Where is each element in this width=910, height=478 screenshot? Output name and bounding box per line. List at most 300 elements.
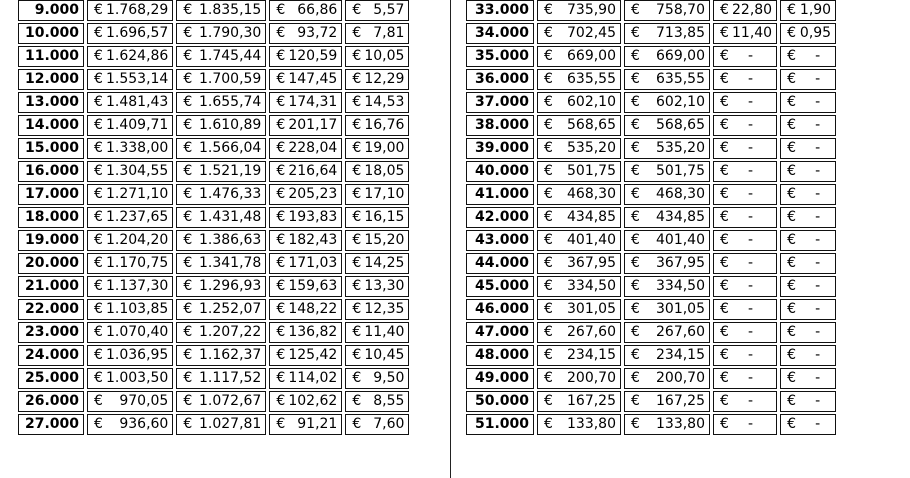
amount-cell-c <box>269 23 342 44</box>
km-cell: 25.000 <box>18 368 84 389</box>
euro-sign: € <box>631 278 640 294</box>
amount-cell-b <box>624 0 710 21</box>
amount-value: 8,55 <box>373 393 405 409</box>
amount-value: 7,60 <box>373 416 405 432</box>
amount-value: 12,29 <box>364 71 405 87</box>
amount-cell-c <box>269 253 342 274</box>
amount-cell-d <box>780 23 836 44</box>
amount-value: 228,04 <box>288 140 338 156</box>
euro-sign: € <box>720 94 729 110</box>
amount-value: - <box>815 163 821 179</box>
amount-cell-a <box>87 161 173 182</box>
amount-cell-c <box>713 46 777 67</box>
euro-sign: € <box>276 278 286 294</box>
euro-sign: € <box>183 232 193 248</box>
amount-value: 133,80 <box>567 416 616 432</box>
amount-value: 200,70 <box>656 370 705 386</box>
amount-cell-c <box>713 207 777 228</box>
km-cell: 13.000 <box>18 92 84 113</box>
amount-value: 267,60 <box>656 324 705 340</box>
euro-sign: € <box>544 370 553 386</box>
km-cell: 9.000 <box>18 0 84 21</box>
amount-cell-a <box>537 92 621 113</box>
amount-cell-c <box>713 184 777 205</box>
euro-sign: € <box>787 301 797 317</box>
table-row <box>18 184 409 205</box>
euro-sign: € <box>544 393 553 409</box>
amount-value: 167,25 <box>656 393 705 409</box>
euro-sign: € <box>94 347 103 363</box>
amount-value: 1.296,93 <box>199 278 262 294</box>
amount-cell-b <box>624 92 710 113</box>
amount-cell-d <box>780 414 836 435</box>
amount-cell-c <box>713 161 777 182</box>
amount-value: - <box>748 278 754 294</box>
amount-cell-c <box>713 368 777 389</box>
amount-value: 1.409,71 <box>106 117 169 133</box>
amount-value: 501,75 <box>567 163 616 179</box>
amount-cell-a <box>537 368 621 389</box>
amount-value: 735,90 <box>567 2 616 18</box>
table-row <box>466 23 836 44</box>
euro-sign: € <box>94 25 103 41</box>
amount-value: 93,72 <box>297 25 338 41</box>
amount-cell-c <box>269 92 342 113</box>
euro-sign: € <box>787 255 797 271</box>
amount-value: 401,40 <box>656 232 705 248</box>
km-cell: 16.000 <box>18 161 84 182</box>
euro-sign: € <box>352 278 362 294</box>
amount-value: 1.137,30 <box>106 278 169 294</box>
amount-value: 401,40 <box>567 232 616 248</box>
amount-cell-c <box>713 276 777 297</box>
amount-value: 1.072,67 <box>199 393 262 409</box>
amount-cell-b <box>176 391 266 412</box>
euro-sign: € <box>787 25 797 41</box>
table-row <box>466 230 836 251</box>
euro-sign: € <box>352 186 362 202</box>
euro-sign: € <box>183 25 193 41</box>
euro-sign: € <box>94 186 103 202</box>
euro-sign: € <box>183 209 193 225</box>
amount-value: - <box>815 416 821 432</box>
euro-sign: € <box>352 347 362 363</box>
euro-sign: € <box>183 163 193 179</box>
euro-sign: € <box>720 48 729 64</box>
amount-cell-a <box>537 207 621 228</box>
amount-cell-d <box>345 391 409 412</box>
amount-cell-c <box>269 69 342 90</box>
amount-value: 193,83 <box>288 209 338 225</box>
euro-sign: € <box>276 140 286 156</box>
euro-sign: € <box>720 2 729 18</box>
amount-cell-b <box>624 23 710 44</box>
amount-cell-d <box>780 391 836 412</box>
km-cell: 44.000 <box>466 253 534 274</box>
amount-cell-d <box>780 207 836 228</box>
km-cell: 41.000 <box>466 184 534 205</box>
table-row <box>466 92 836 113</box>
amount-value: 1.481,43 <box>106 94 169 110</box>
km-cell: 42.000 <box>466 207 534 228</box>
amount-value: 468,30 <box>656 186 705 202</box>
euro-sign: € <box>94 209 103 225</box>
amount-cell-d <box>780 299 836 320</box>
amount-value: 1.476,33 <box>199 186 262 202</box>
euro-sign: € <box>720 209 729 225</box>
left-table <box>15 0 412 437</box>
amount-cell-b <box>624 69 710 90</box>
euro-sign: € <box>276 232 286 248</box>
euro-sign: € <box>183 370 193 386</box>
amount-cell-d <box>345 207 409 228</box>
euro-sign: € <box>544 347 553 363</box>
km-cell: 37.000 <box>466 92 534 113</box>
euro-sign: € <box>787 163 797 179</box>
table-row <box>18 391 409 412</box>
euro-sign: € <box>352 117 362 133</box>
euro-sign: € <box>352 209 362 225</box>
table-row <box>466 345 836 366</box>
amount-cell-d <box>345 276 409 297</box>
euro-sign: € <box>352 232 362 248</box>
euro-sign: € <box>94 416 103 432</box>
km-cell: 20.000 <box>18 253 84 274</box>
euro-sign: € <box>544 25 553 41</box>
amount-value: 1.700,59 <box>199 71 262 87</box>
right-table-panel <box>463 0 839 437</box>
euro-sign: € <box>94 324 103 340</box>
amount-cell-c <box>713 115 777 136</box>
euro-sign: € <box>183 94 193 110</box>
amount-value: 1.036,95 <box>106 347 169 363</box>
amount-value: - <box>748 186 754 202</box>
amount-cell-c <box>713 23 777 44</box>
km-cell: 34.000 <box>466 23 534 44</box>
amount-value: 434,85 <box>567 209 616 225</box>
euro-sign: € <box>276 94 286 110</box>
euro-sign: € <box>352 2 362 18</box>
table-row <box>18 345 409 366</box>
euro-sign: € <box>631 25 640 41</box>
amount-cell-c <box>713 69 777 90</box>
amount-value: 1.162,37 <box>199 347 262 363</box>
euro-sign: € <box>544 324 553 340</box>
euro-sign: € <box>94 140 103 156</box>
amount-value: 1.745,44 <box>199 48 262 64</box>
km-cell: 26.000 <box>18 391 84 412</box>
amount-value: 635,55 <box>567 71 616 87</box>
amount-cell-c <box>269 46 342 67</box>
amount-value: 1.521,19 <box>199 163 262 179</box>
amount-cell-b <box>624 276 710 297</box>
amount-value: 367,95 <box>656 255 705 271</box>
amount-cell-a <box>87 276 173 297</box>
km-cell: 45.000 <box>466 276 534 297</box>
amount-cell-c <box>713 322 777 343</box>
km-cell: 46.000 <box>466 299 534 320</box>
amount-value: 16,76 <box>364 117 405 133</box>
euro-sign: € <box>183 71 193 87</box>
amount-cell-d <box>345 92 409 113</box>
euro-sign: € <box>94 255 103 271</box>
amount-value: 174,31 <box>288 94 338 110</box>
amount-cell-c <box>269 368 342 389</box>
amount-cell-a <box>87 23 173 44</box>
amount-value: 1.237,65 <box>106 209 169 225</box>
amount-cell-a <box>537 184 621 205</box>
euro-sign: € <box>787 416 797 432</box>
amount-value: 7,81 <box>373 25 405 41</box>
amount-value: 182,43 <box>288 232 338 248</box>
km-cell: 35.000 <box>466 46 534 67</box>
km-cell: 33.000 <box>466 0 534 21</box>
euro-sign: € <box>276 416 286 432</box>
amount-cell-a <box>87 207 173 228</box>
euro-sign: € <box>787 278 797 294</box>
euro-sign: € <box>544 232 553 248</box>
amount-value: 1.566,04 <box>199 140 262 156</box>
euro-sign: € <box>631 416 640 432</box>
amount-value: - <box>815 255 821 271</box>
amount-value: 102,62 <box>288 393 338 409</box>
amount-value: 1.207,22 <box>199 324 262 340</box>
amount-value: 501,75 <box>656 163 705 179</box>
euro-sign: € <box>720 278 729 294</box>
amount-cell-b <box>624 414 710 435</box>
euro-sign: € <box>544 416 553 432</box>
amount-cell-b <box>176 253 266 274</box>
euro-sign: € <box>544 2 553 18</box>
euro-sign: € <box>352 370 362 386</box>
amount-cell-a <box>537 230 621 251</box>
amount-value: 535,20 <box>567 140 616 156</box>
km-cell: 19.000 <box>18 230 84 251</box>
amount-cell-c <box>713 0 777 21</box>
euro-sign: € <box>352 71 362 87</box>
amount-cell-b <box>176 161 266 182</box>
amount-cell-b <box>624 184 710 205</box>
amount-value: 0,95 <box>799 25 832 41</box>
amount-cell-c <box>713 299 777 320</box>
amount-value: - <box>748 347 754 363</box>
amount-value: 167,25 <box>567 393 616 409</box>
amount-value: 1.624,86 <box>106 48 169 64</box>
table-row <box>466 299 836 320</box>
amount-value: 216,64 <box>288 163 338 179</box>
amount-cell-b <box>176 46 266 67</box>
amount-cell-d <box>345 414 409 435</box>
euro-sign: € <box>787 48 797 64</box>
euro-sign: € <box>631 255 640 271</box>
amount-value: 159,63 <box>288 278 338 294</box>
amount-value: - <box>748 71 754 87</box>
amount-cell-a <box>537 23 621 44</box>
amount-cell-b <box>176 92 266 113</box>
table-row <box>18 368 409 389</box>
amount-value: 635,55 <box>656 71 705 87</box>
amount-cell-d <box>345 368 409 389</box>
euro-sign: € <box>544 94 553 110</box>
euro-sign: € <box>352 94 362 110</box>
amount-cell-d <box>780 0 836 21</box>
amount-cell-a <box>87 0 173 21</box>
euro-sign: € <box>183 140 193 156</box>
table-row <box>466 0 836 21</box>
table-row <box>466 184 836 205</box>
amount-cell-c <box>713 92 777 113</box>
amount-cell-a <box>87 230 173 251</box>
amount-value: 1.103,85 <box>106 301 169 317</box>
amount-cell-c <box>269 138 342 159</box>
amount-value: 1.304,55 <box>106 163 169 179</box>
km-cell: 38.000 <box>466 115 534 136</box>
amount-value: 66,86 <box>297 2 338 18</box>
euro-sign: € <box>276 25 286 41</box>
amount-cell-a <box>87 345 173 366</box>
amount-cell-d <box>345 253 409 274</box>
amount-cell-a <box>537 115 621 136</box>
amount-cell-d <box>345 161 409 182</box>
km-cell: 23.000 <box>18 322 84 343</box>
euro-sign: € <box>276 186 286 202</box>
amount-value: 133,80 <box>656 416 705 432</box>
euro-sign: € <box>276 301 286 317</box>
amount-value: - <box>748 163 754 179</box>
amount-value: 14,53 <box>364 94 405 110</box>
amount-cell-d <box>345 0 409 21</box>
amount-value: 535,20 <box>656 140 705 156</box>
amount-value: - <box>815 347 821 363</box>
amount-value: 5,57 <box>373 2 405 18</box>
amount-value: 1.790,30 <box>199 25 262 41</box>
euro-sign: € <box>94 117 103 133</box>
amount-value: 1.696,57 <box>106 25 169 41</box>
amount-value: 334,50 <box>567 278 616 294</box>
amount-cell-a <box>87 69 173 90</box>
amount-value: 10,05 <box>364 48 405 64</box>
amount-value: 669,00 <box>567 48 616 64</box>
amount-value: 148,22 <box>288 301 338 317</box>
km-cell: 47.000 <box>466 322 534 343</box>
amount-value: - <box>748 301 754 317</box>
amount-value: 669,00 <box>656 48 705 64</box>
amount-cell-b <box>176 69 266 90</box>
table-row <box>466 414 836 435</box>
amount-value: 234,15 <box>567 347 616 363</box>
left-table-panel <box>15 0 412 437</box>
table-row <box>18 322 409 343</box>
km-cell: 15.000 <box>18 138 84 159</box>
amount-cell-a <box>537 253 621 274</box>
amount-cell-c <box>269 184 342 205</box>
amount-cell-a <box>537 345 621 366</box>
amount-cell-a <box>87 184 173 205</box>
km-cell: 51.000 <box>466 414 534 435</box>
euro-sign: € <box>631 324 640 340</box>
euro-sign: € <box>631 347 640 363</box>
amount-value: - <box>815 370 821 386</box>
amount-cell-d <box>780 161 836 182</box>
amount-cell-d <box>345 345 409 366</box>
amount-cell-c <box>269 0 342 21</box>
km-cell: 49.000 <box>466 368 534 389</box>
amount-cell-c <box>269 345 342 366</box>
euro-sign: € <box>276 48 286 64</box>
amount-value: 1.553,14 <box>106 71 169 87</box>
km-cell: 11.000 <box>18 46 84 67</box>
amount-value: 200,70 <box>567 370 616 386</box>
euro-sign: € <box>787 370 797 386</box>
amount-value: 147,45 <box>288 71 338 87</box>
amount-cell-b <box>624 299 710 320</box>
amount-value: 1.655,74 <box>199 94 262 110</box>
amount-cell-c <box>713 391 777 412</box>
euro-sign: € <box>94 2 103 18</box>
euro-sign: € <box>94 278 103 294</box>
euro-sign: € <box>544 163 553 179</box>
amount-cell-a <box>87 92 173 113</box>
amount-value: - <box>748 94 754 110</box>
amount-cell-c <box>713 345 777 366</box>
amount-cell-b <box>624 391 710 412</box>
amount-cell-b <box>176 230 266 251</box>
amount-value: 114,02 <box>288 370 338 386</box>
euro-sign: € <box>720 370 729 386</box>
amount-value: 713,85 <box>656 25 705 41</box>
euro-sign: € <box>352 393 362 409</box>
amount-value: 1.027,81 <box>199 416 262 432</box>
km-cell: 24.000 <box>18 345 84 366</box>
amount-cell-b <box>176 276 266 297</box>
euro-sign: € <box>183 117 193 133</box>
euro-sign: € <box>544 48 553 64</box>
euro-sign: € <box>720 416 729 432</box>
amount-value: 1.835,15 <box>199 2 262 18</box>
amount-value: - <box>815 117 821 133</box>
amount-value: - <box>815 301 821 317</box>
euro-sign: € <box>276 163 286 179</box>
amount-cell-a <box>537 0 621 21</box>
euro-sign: € <box>183 301 193 317</box>
amount-cell-b <box>176 368 266 389</box>
euro-sign: € <box>787 2 797 18</box>
table-row <box>18 23 409 44</box>
amount-cell-a <box>87 299 173 320</box>
amount-value: 1.768,29 <box>106 2 169 18</box>
amount-value: - <box>815 140 821 156</box>
amount-cell-d <box>345 23 409 44</box>
amount-value: 1.117,52 <box>199 370 262 386</box>
table-row <box>466 115 836 136</box>
amount-cell-d <box>345 184 409 205</box>
amount-value: 1.341,78 <box>199 255 262 271</box>
amount-cell-d <box>345 322 409 343</box>
euro-sign: € <box>720 163 729 179</box>
amount-value: 19,00 <box>364 140 405 156</box>
amount-value: - <box>748 117 754 133</box>
amount-cell-b <box>176 23 266 44</box>
amount-cell-c <box>269 299 342 320</box>
km-cell: 10.000 <box>18 23 84 44</box>
euro-sign: € <box>276 209 286 225</box>
euro-sign: € <box>787 186 797 202</box>
amount-value: 1.386,63 <box>199 232 262 248</box>
euro-sign: € <box>544 117 553 133</box>
amount-value: 1.003,50 <box>106 370 169 386</box>
euro-sign: € <box>276 370 286 386</box>
amount-cell-d <box>780 368 836 389</box>
